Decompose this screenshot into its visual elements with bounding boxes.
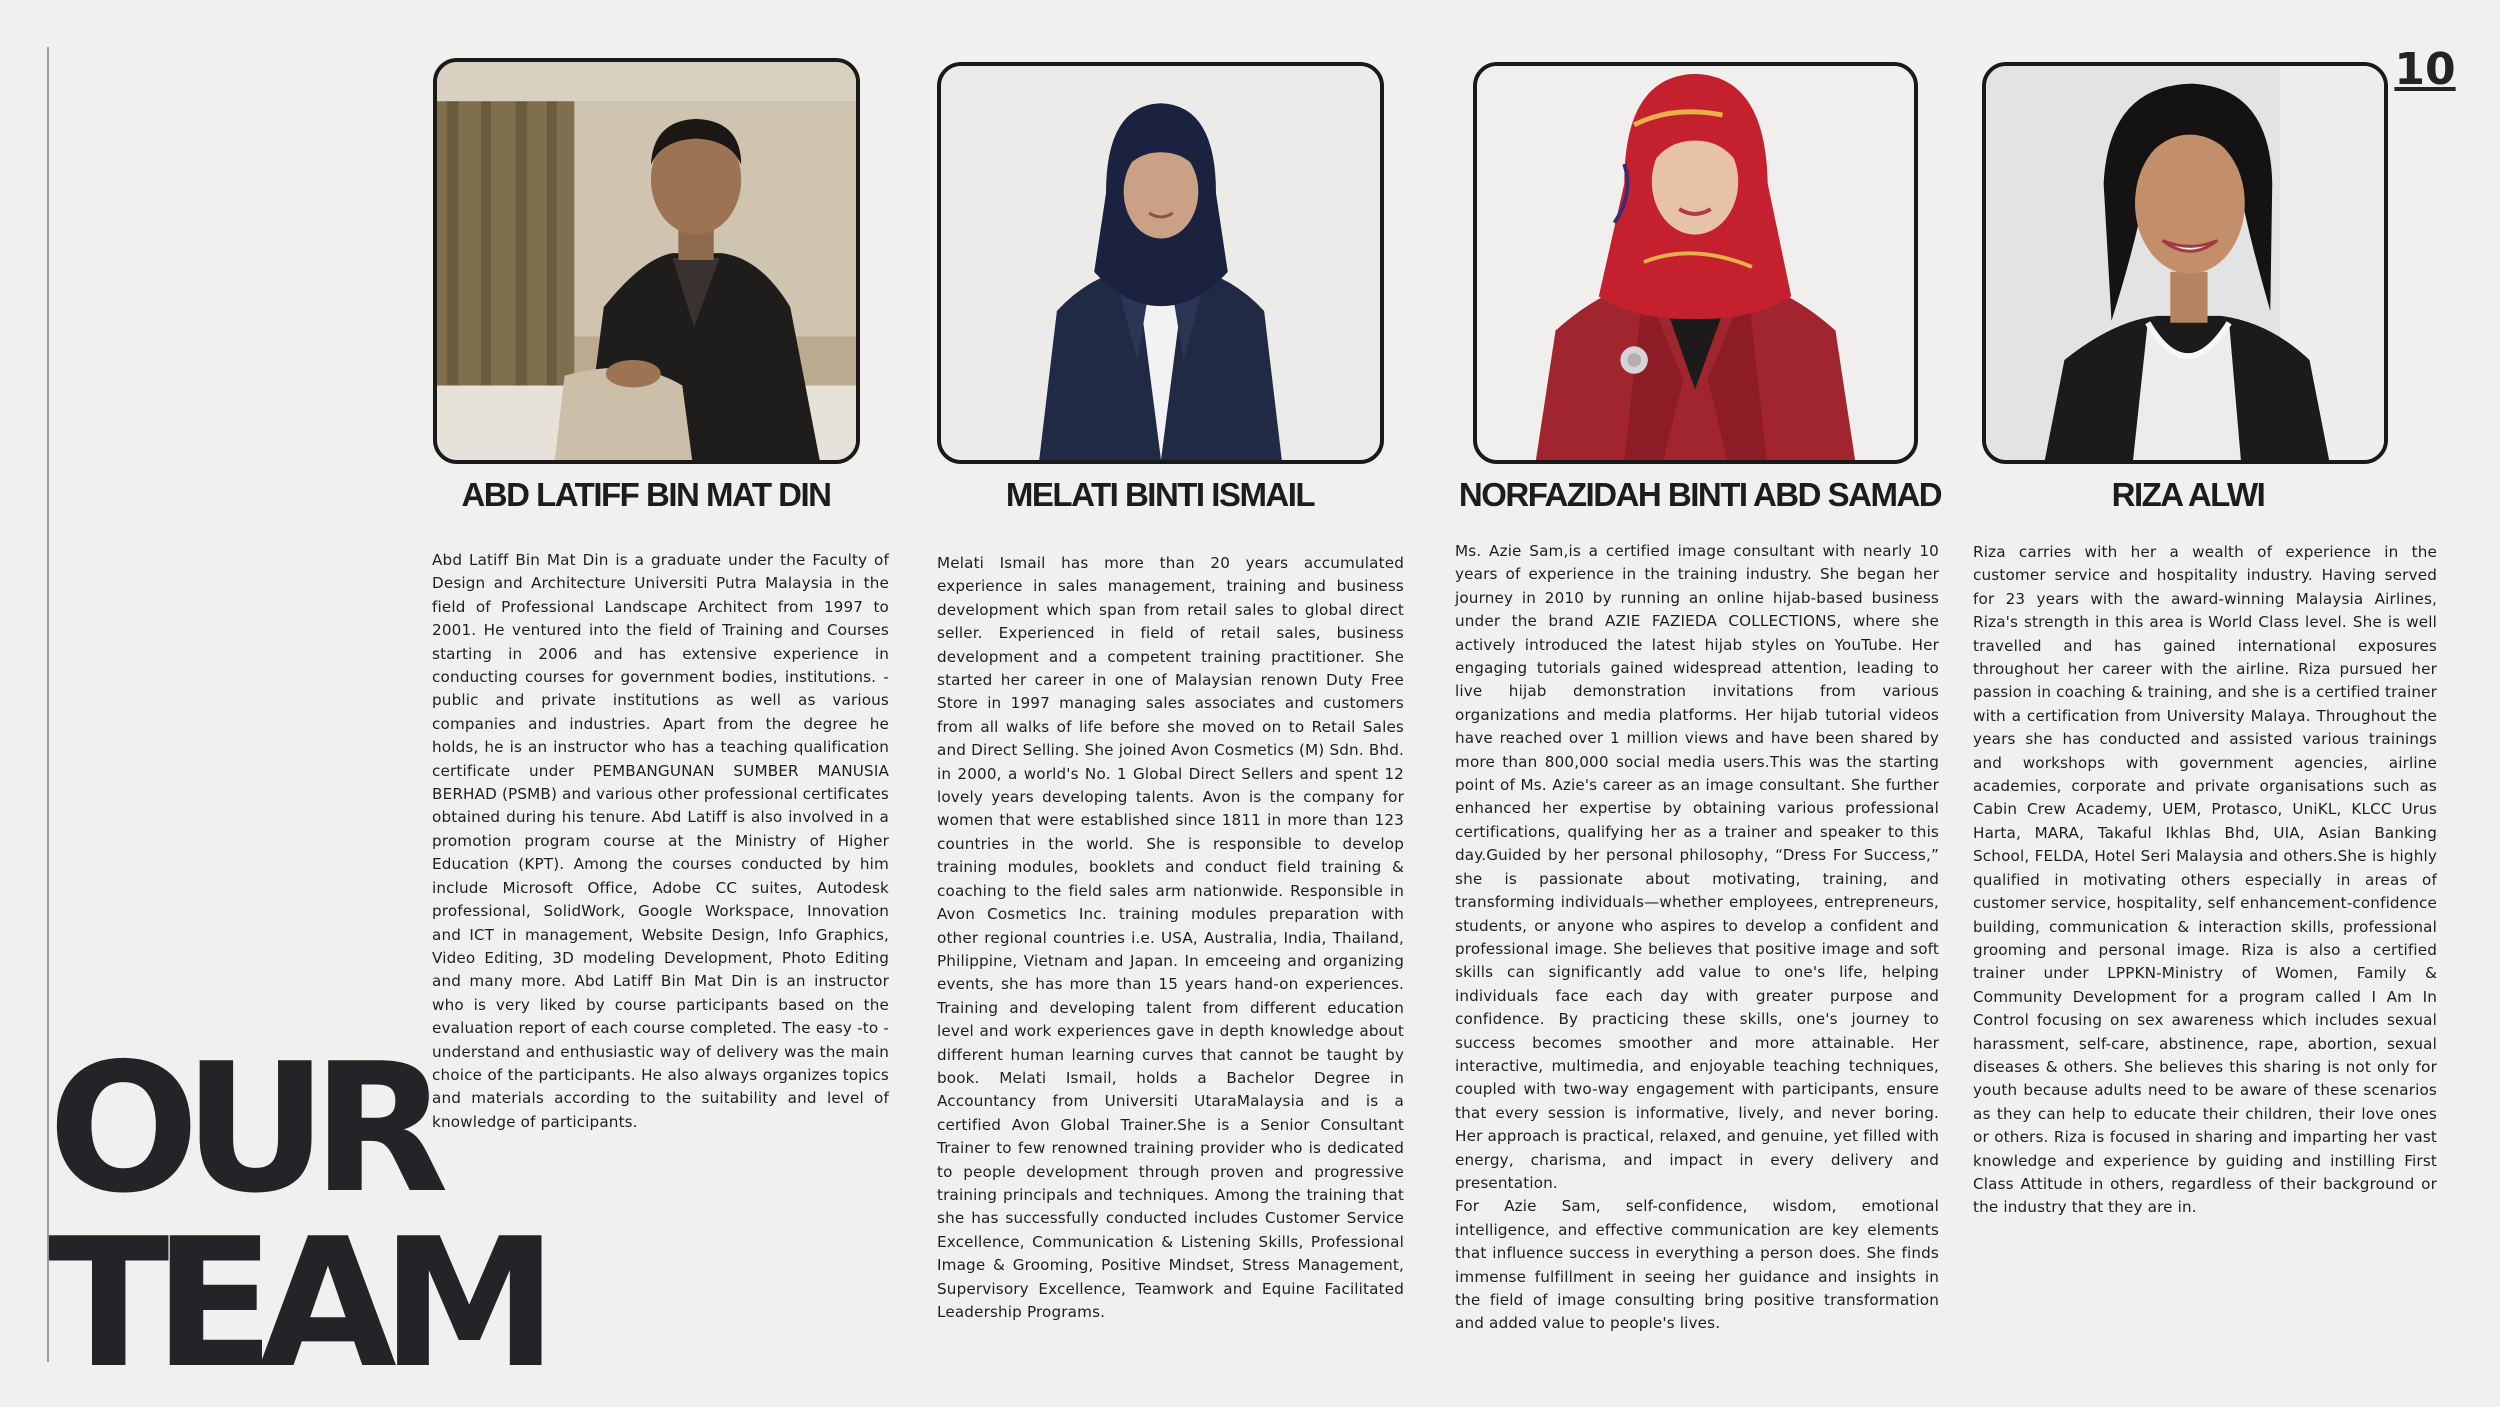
member-bio-norfazidah-paragraph-1: Ms. Azie Sam,is a certified image consultant with nearly 10 years of experience in the training industry. She began her journey in 2010 by running an online hijab-based business under the brand AZIE FAZIEDA COLLECTIONS, where she actively introduced the latest hijab styles on YouTube. Her engaging tutorials gained widespread attention, leading to live hijab demonstration invitations from various organizations and media platforms. Her hijab tutorial videos have reached over 1 million views and have been shared by more than 800,000 social media users.This was the starting point of Ms. Azie's career as an image consultant. She further enhanced her expertise by obtaining various professional certifications, qualifying her as a trainer and speaker to this day.Guided by her personal philosophy, “Dress For Success,” she is passionate about motivating, training, and transforming individuals—whether employees, entrepreneurs, students, or anyone who aspires to develop a confident and professional image. She believes that positive image and soft skills can significantly add value to one's life, helping individuals face each day with greater purpose and confidence. By practicing these skills, one's journey to success becomes smoother and more attainable. Her interactive, multimedia, and enjoyable teaching techniques, coupled with two-way engagement with participants, ensure that every session is informative, lively, and never boring. Her approach is practical, relaxed, and genuine, yet filled with energy, charisma, and impact in every delivery and presentation. (1455, 542, 1939, 1192)
heading-team: TEAM (48, 1200, 542, 1407)
member-bio-riza: Riza carries with her a wealth of experience in the customer service and hospitality industry. Having served for 23 years with the award-winning Malaysia Airlines, Riza's strength in this area is World Class level. She is well travelled and has gained international exposures throughout her career with the airline. Riza pursued her passion in coaching & training, and she is a certified trainer with a certification from University Malaya. Throughout the years she has conducted and assisted various trainings and workshops with government agencies, airline academies, corporate and private organisations such as Cabin Crew Academy, UEM, Protasco, UniKL, KLCC Urus Harta, MARA, Takaful Ikhlas Bhd, UIA, Asian Banking School, FELDA, Hotel Seri Malaysia and others.She is highly qualified in motivating others especially in areas of customer service, hospitality, self enhancement-confidence building, communication & interaction skills, professional grooming and personal image. Riza is also a certified trainer under LPPKN-Ministry of Women, Family & Community Development for a program called I Am In Control focusing on sex awareness which includes sexual harassment, self-care, abstinence, rape, abortion, sexual diseases & others. She believes this sharing is not only for youth because adults need to be aware of these scenarios as they can help to educate their children, their love ones or others. Riza is focused in sharing and imparting her vast knowledge and experience by guiding and instilling First Class Attitude in others, regardless of their background or the industry that they are in. (1973, 543, 2437, 1217)
member-name-norfazidah: NORFAZIDAH BINTI ABD SAMAD (1458, 476, 1942, 513)
member-bio-abd-latiff: Abd Latiff Bin Mat Din is a graduate under the Faculty of Design and Architecture Universiti Putra Malaysia in the field of Professional Landscape Architect from 1997 to 2001. He ventured into the field of Training and Courses starting in 2006 and has extensive experience in conducting courses for government bodies, institutions. -public and private institutions as well as various companies and industries. Apart from the degree he holds, he is an instructor who has a teaching qualification certificate under PEMBANGUNAN SUMBER MANUSIA BERHAD (PSMB) and various other professional certificates obtained during his tenure. Abd Latiff is also involved in a promotion program course at the Ministry of Higher Education (KPT). Among the courses conducted by him include Microsoft Office, Adobe CC suites, Autodesk professional, SolidWork, Google Workspace, Innovation and ICT in management, Website Design, Info Graphics, Video Editing, 3D modeling Development, Photo Editing and many more. Abd Latiff Bin Mat Din is an instructor who is very liked by course participants based on the evaluation report of each course completed. The easy -to - understand and enthusiastic way of delivery was the main choice of the participants. He also always organizes topics and materials according to the suitability and level of knowledge of participants. (432, 551, 889, 1131)
heading-our: OUR (48, 1025, 433, 1232)
portrait-man-dark-blazer-icon (437, 62, 856, 460)
member-name-riza: RIZA ALWI (2111, 476, 2265, 513)
member-name-melati: MELATI BINTI ISMAIL (1005, 476, 1315, 513)
team-photo-abd-latiff (433, 58, 860, 464)
team-photo-riza (1982, 62, 2388, 464)
portrait-woman-navy-hijab-icon (941, 66, 1380, 460)
portrait-woman-red-hijab-icon (1477, 66, 1914, 460)
team-photo-melati (937, 62, 1384, 464)
member-bio-melati: Melati Ismail has more than 20 years accumulated experience in sales management, training and business development which span from retail sales to global direct seller. Experienced in field of retail sales, business development and a competent training practitioner. She started her career in one of Malaysian renown Duty Free Store in 1997 managing sales associates and customers from all walks of life before she moved on to Retail Sales and Direct Selling. She joined Avon Cosmetics (M) Sdn. Bhd. in 2000, a world's No. 1 Global Direct Sellers and spent 12 lovely years developing talents. Avon is the company for women that were established since 1811 in more than 123 countries in the world. She is responsible to develop training modules, booklets and conduct field training & coaching to the field sales arm nationwide. Responsible in Avon Cosmetics Inc. training modules preparation with other regional countries i.e. USA, Australia, India, Thailand, Philippine, Vietnam and Japan. In emceeing and organizing events, she has more than 15 years hand-on experiences. Training and developing talent from different education level and work experiences gave in depth knowledge about different human learning curves that cannot be taught by book. Melati Ismail, holds a Bachelor Degree in Accountancy from Universiti UtaraMalaysia and is a certified Avon Global Trainer.She is a Senior Consultant Trainer to few renowned training provider who is dedicated to people development through proven and progressive training principals and techniques. Among the training that she has successfully conducted includes Customer Service Excellence, Communication & Listening Skills, Professional Image & Grooming, Positive Mindset, Stress Management, Supervisory Excellence, Teamwork and Equine Facilitated Leadership Programs. (937, 554, 1404, 1321)
page-number: 10 (2394, 44, 2456, 95)
portrait-woman-smiling-icon (1986, 66, 2384, 460)
member-bio-norfazidah-paragraph-2: For Azie Sam, self-confidence, wisdom, emotional intelligence, and effective communication are key elements that influence success in everything a person does. She finds immense fulfillment in seeing her guidance and insights in the field of image consulting bring positive transformation and added value to people's lives. (1455, 1197, 1939, 1333)
team-photo-norfazidah (1473, 62, 1918, 464)
member-bio-norfazidah (1455, 540, 1939, 1336)
member-name-abd-latiff: ABD LATIFF BIN MAT DIN (461, 476, 831, 513)
